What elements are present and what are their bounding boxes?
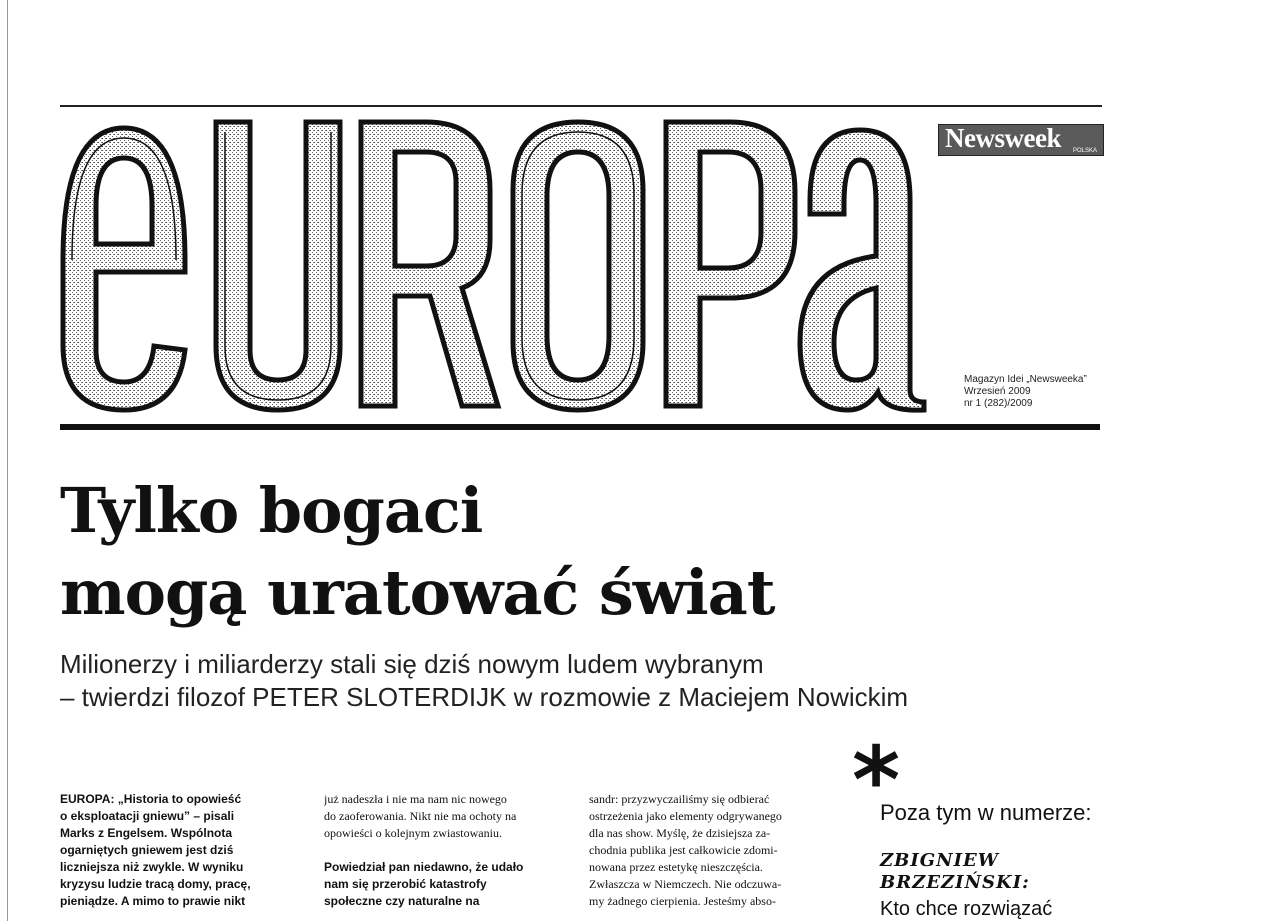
article-headline bbox=[60, 470, 775, 634]
headline-line-1: Tylko bogaci bbox=[60, 474, 483, 547]
issue-line-number: nr 1 (282)/2009 bbox=[964, 398, 1033, 409]
dek-line-1: Milionerzy i miliarderzy stali się dziś nowym ludem wybranym bbox=[60, 649, 764, 679]
logo-letter-a bbox=[800, 130, 924, 410]
column-3-line: dla nas show. Myślę, że dzisiejsza za- bbox=[589, 826, 771, 840]
column-1-line: EUROPA: „Historia to opowieść bbox=[60, 792, 242, 806]
column-3-line: Zwłaszcza w Niemczech. Nie odczuwa- bbox=[589, 877, 782, 891]
column-2-line: opowieści o kolejnym zwiastowaniu. bbox=[324, 826, 502, 840]
issue-info bbox=[964, 374, 1087, 410]
column-1-line: liczniejsza niż zwykle. W wyniku bbox=[60, 860, 244, 874]
newsweek-logo-text: Newsweek bbox=[945, 123, 1061, 153]
interview-question-line: Powiedział pan niedawno, że udało bbox=[324, 860, 524, 874]
issue-line-magazine: Magazyn Idei „Newsweeka” bbox=[964, 374, 1087, 385]
column-1-line: ogarniętych gniewem jest dziś bbox=[60, 843, 234, 857]
column-1-line: pieniądze. A mimo to prawie nikt bbox=[60, 894, 246, 908]
newsweek-logo bbox=[938, 124, 1104, 156]
page-edge bbox=[7, 0, 8, 921]
interview-question-line: społeczne czy naturalne na bbox=[324, 894, 480, 908]
sidebar-author-line-1: ZBIGNIEW bbox=[880, 850, 999, 871]
column-3-line: sandr: przyzwyczailiśmy się odbierać bbox=[589, 792, 770, 806]
sidebar-teaser: Kto chce rozwiązać bbox=[880, 898, 1053, 920]
article-dek bbox=[60, 648, 908, 714]
sidebar-author-line-2: BRZEZIŃSKI: bbox=[880, 872, 1030, 893]
europa-logo-graphic bbox=[58, 110, 928, 415]
column-2-line: już nadeszła i nie ma nam nic nowego bbox=[324, 792, 507, 806]
column-3-line: chodnia publika jest całkowicie zdomi- bbox=[589, 843, 778, 857]
logo-letter-p bbox=[666, 122, 795, 406]
asterisk-icon: * bbox=[852, 727, 901, 834]
article-column-2 bbox=[324, 791, 564, 910]
column-1-line: o eksploatacji gniewu” – pisali bbox=[60, 809, 235, 823]
sidebar-author bbox=[880, 850, 1030, 894]
masthead-logo bbox=[58, 110, 928, 415]
column-1-line: kryzysu ludzie tracą domy, pracę, bbox=[60, 877, 251, 891]
headline-line-2: mogą uratować świat bbox=[60, 556, 775, 629]
column-3-line: nowana przez estetykę nieszczęścia. bbox=[589, 860, 763, 874]
logo-letter-e bbox=[63, 128, 185, 410]
column-3-line: ostrzeżenia jako elementy odgrywanego bbox=[589, 809, 782, 823]
dek-line-2: – twierdzi filozof PETER SLOTERDIJK w rozmowie z Maciejem Nowickim bbox=[60, 682, 909, 712]
masthead-top-rule bbox=[60, 105, 1102, 107]
newsweek-logo-subtext: POLSKA bbox=[1072, 148, 1097, 154]
sidebar-title: Poza tym w numerze: bbox=[880, 800, 1092, 825]
column-1-line: Marks z Engelsem. Wspólnota bbox=[60, 826, 233, 840]
paragraph-gap bbox=[324, 842, 564, 859]
article-column-1 bbox=[60, 791, 300, 910]
logo-letter-o bbox=[513, 122, 643, 410]
issue-line-date: Wrzesień 2009 bbox=[964, 386, 1031, 397]
masthead-bottom-rule bbox=[60, 424, 1100, 430]
interview-question-line: nam się przerobić katastrofy bbox=[324, 877, 487, 891]
column-3-line: my żadnego cierpienia. Jesteśmy abso- bbox=[589, 894, 776, 908]
logo-letter-r bbox=[361, 122, 498, 406]
logo-letter-u bbox=[216, 122, 340, 410]
article-column-3 bbox=[589, 791, 829, 910]
column-2-line: do zaoferowania. Nikt nie ma ochoty na bbox=[324, 809, 517, 823]
